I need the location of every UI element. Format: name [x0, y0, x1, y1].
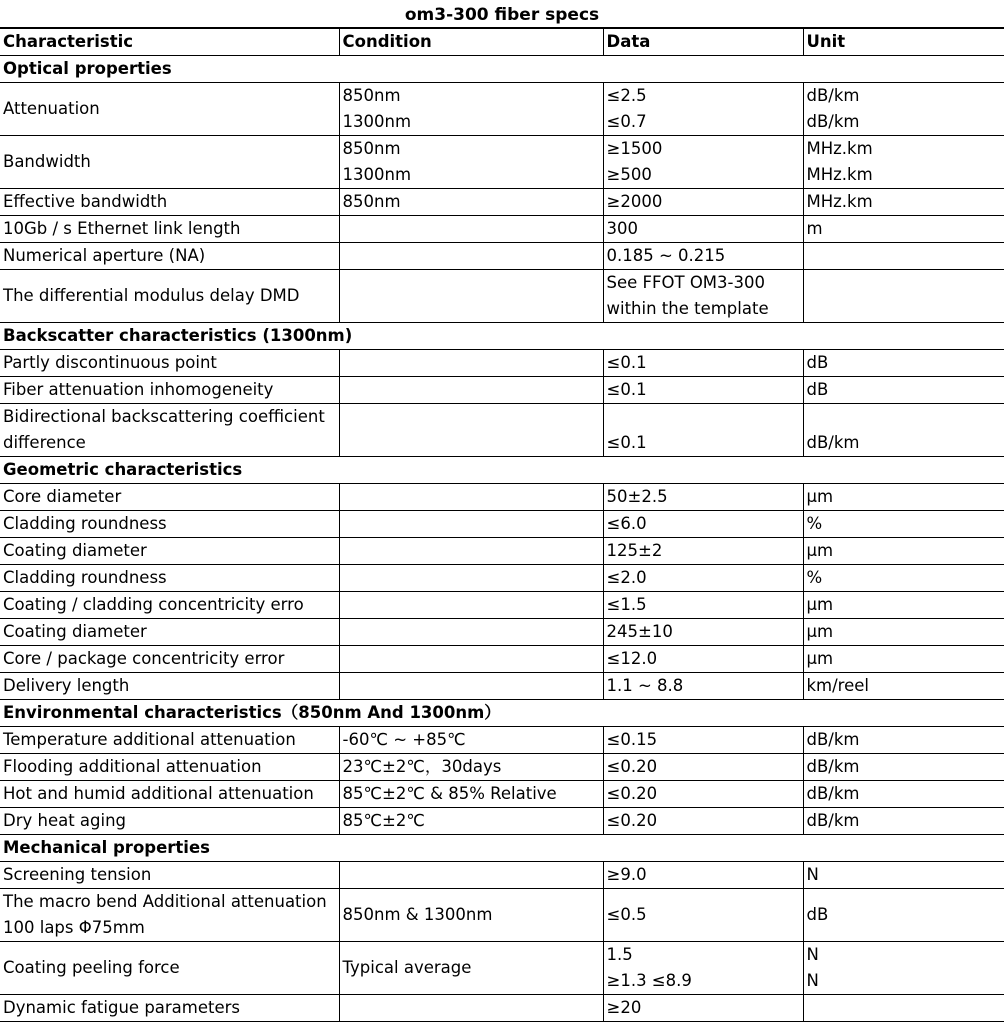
- table-row: [0, 216, 1004, 243]
- cell-unit: %: [803, 565, 1004, 592]
- table-row: [0, 995, 1004, 1022]
- header-condition: Condition: [339, 29, 603, 56]
- cell-unit: dB/km: [803, 727, 1004, 754]
- cell-data: 1.1 ~ 8.8: [603, 673, 803, 700]
- cell-condition: 850nm: [339, 189, 603, 216]
- cell-characteristic: The differential modulus delay DMD: [0, 270, 339, 323]
- cell-data: ≤0.20: [603, 808, 803, 835]
- cell-line: MHz.km: [807, 162, 1004, 188]
- cell-characteristic: Fiber attenuation inhomogeneity: [0, 377, 339, 404]
- cell-unit: [803, 995, 1004, 1022]
- table-row: [0, 727, 1004, 754]
- cell-unit: MHz.km: [803, 189, 1004, 216]
- cell-line: dB/km: [807, 83, 1004, 109]
- cell-data: ≥2000: [603, 189, 803, 216]
- table-row: [0, 243, 1004, 270]
- cell-unit: dB: [803, 377, 1004, 404]
- cell-condition: [339, 995, 603, 1022]
- cell-characteristic: Attenuation: [0, 83, 339, 136]
- cell-characteristic: Dynamic fatigue parameters: [0, 995, 339, 1022]
- cell-line: dB/km: [807, 109, 1004, 135]
- cell-unit: dB/km: [803, 404, 1004, 457]
- section-label: Optical properties: [0, 56, 1004, 83]
- cell-condition: [339, 216, 603, 243]
- cell-unit: dB/km: [803, 781, 1004, 808]
- cell-characteristic: Delivery length: [0, 673, 339, 700]
- cell-unit: dB/km: [803, 754, 1004, 781]
- table-row: [0, 781, 1004, 808]
- cell-data: ≥20: [603, 995, 803, 1022]
- cell-line: N: [807, 968, 1004, 994]
- cell-characteristic: Core / package concentricity error: [0, 646, 339, 673]
- table-row: [0, 511, 1004, 538]
- cell-line: ≥1.3 ≤8.9: [607, 968, 803, 994]
- section-label: Environmental characteristics（850nm And 1300nm）: [0, 700, 1004, 727]
- table-row: [0, 83, 1004, 136]
- cell-characteristic: Flooding additional attenuation: [0, 754, 339, 781]
- cell-line: See FFOT OM3-300: [607, 270, 803, 296]
- cell-data: ≤2.0: [603, 565, 803, 592]
- cell-unit: μm: [803, 484, 1004, 511]
- section-row: [0, 700, 1004, 727]
- cell-characteristic: Temperature additional attenuation: [0, 727, 339, 754]
- cell-unit: [803, 243, 1004, 270]
- cell-line: ≥500: [607, 162, 803, 188]
- cell-unit: N: [803, 862, 1004, 889]
- table-row: [0, 619, 1004, 646]
- section-row: [0, 835, 1004, 862]
- cell-data: 50±2.5: [603, 484, 803, 511]
- cell-characteristic: [0, 889, 339, 942]
- cell-line: N: [807, 942, 1004, 968]
- table-row: [0, 808, 1004, 835]
- cell-condition: [339, 83, 603, 136]
- table-row: [0, 565, 1004, 592]
- header-characteristic: Characteristic: [0, 29, 339, 56]
- table-row: [0, 889, 1004, 942]
- table-row: [0, 754, 1004, 781]
- cell-condition: -60℃ ~ +85℃: [339, 727, 603, 754]
- table-row: [0, 404, 1004, 457]
- section-label: Geometric characteristics: [0, 457, 1004, 484]
- cell-characteristic: Coating peeling force: [0, 942, 339, 995]
- cell-line: 1300nm: [343, 162, 603, 188]
- cell-unit: m: [803, 216, 1004, 243]
- table-row: [0, 646, 1004, 673]
- cell-condition: [339, 404, 603, 457]
- cell-characteristic: Screening tension: [0, 862, 339, 889]
- cell-data: ≤6.0: [603, 511, 803, 538]
- cell-unit: [803, 136, 1004, 189]
- cell-data: ≤0.5: [603, 889, 803, 942]
- cell-data: ≤1.5: [603, 592, 803, 619]
- cell-characteristic: Effective bandwidth: [0, 189, 339, 216]
- cell-data: 0.185 ~ 0.215: [603, 243, 803, 270]
- cell-data: ≤0.1: [603, 404, 803, 457]
- cell-line: 100 laps Φ75mm: [3, 915, 339, 941]
- table-row: [0, 538, 1004, 565]
- cell-condition: [339, 243, 603, 270]
- cell-line: within the template: [607, 296, 803, 322]
- cell-data: [603, 136, 803, 189]
- cell-line: difference: [3, 430, 339, 456]
- cell-characteristic: Hot and humid additional attenuation: [0, 781, 339, 808]
- cell-characteristic: Partly discontinuous point: [0, 350, 339, 377]
- cell-condition: [339, 592, 603, 619]
- cell-line: 850nm: [343, 136, 603, 162]
- table-row: [0, 350, 1004, 377]
- header-row: [0, 29, 1004, 56]
- cell-condition: [339, 538, 603, 565]
- table-row: [0, 484, 1004, 511]
- cell-line: 850nm: [343, 83, 603, 109]
- cell-condition: [339, 646, 603, 673]
- cell-data: ≤0.1: [603, 350, 803, 377]
- cell-line: 1.5: [607, 942, 803, 968]
- cell-characteristic: Core diameter: [0, 484, 339, 511]
- cell-characteristic: Coating diameter: [0, 619, 339, 646]
- cell-unit: %: [803, 511, 1004, 538]
- cell-condition: [339, 270, 603, 323]
- cell-characteristic: [0, 404, 339, 457]
- cell-data: 300: [603, 216, 803, 243]
- cell-unit: μm: [803, 619, 1004, 646]
- cell-unit: dB/km: [803, 808, 1004, 835]
- cell-condition: 850nm & 1300nm: [339, 889, 603, 942]
- cell-condition: 85℃±2℃ & 85% Relative: [339, 781, 603, 808]
- cell-unit: dB: [803, 350, 1004, 377]
- cell-condition: 85℃±2℃: [339, 808, 603, 835]
- cell-line: MHz.km: [807, 136, 1004, 162]
- cell-condition: [339, 136, 603, 189]
- header-unit: Unit: [803, 29, 1004, 56]
- cell-unit: dB: [803, 889, 1004, 942]
- cell-characteristic: Cladding roundness: [0, 565, 339, 592]
- section-label: Backscatter characteristics (1300nm): [0, 323, 1004, 350]
- table-row: [0, 189, 1004, 216]
- cell-data: [603, 83, 803, 136]
- cell-condition: Typical average: [339, 942, 603, 995]
- table-row: [0, 942, 1004, 995]
- cell-unit: [803, 270, 1004, 323]
- cell-condition: [339, 565, 603, 592]
- table-row: [0, 377, 1004, 404]
- cell-line: The macro bend Additional attenuation: [3, 889, 339, 915]
- cell-data: ≤0.20: [603, 781, 803, 808]
- cell-condition: [339, 484, 603, 511]
- cell-unit: μm: [803, 646, 1004, 673]
- cell-condition: [339, 377, 603, 404]
- table-row: [0, 673, 1004, 700]
- cell-data: ≤0.15: [603, 727, 803, 754]
- table-row: [0, 862, 1004, 889]
- cell-characteristic: Cladding roundness: [0, 511, 339, 538]
- cell-condition: [339, 673, 603, 700]
- cell-data: ≤12.0: [603, 646, 803, 673]
- cell-unit: μm: [803, 538, 1004, 565]
- cell-unit: [803, 942, 1004, 995]
- section-label: Mechanical properties: [0, 835, 1004, 862]
- cell-characteristic: Coating diameter: [0, 538, 339, 565]
- cell-characteristic: Dry heat aging: [0, 808, 339, 835]
- spec-table: [0, 28, 1004, 1022]
- cell-data: [603, 270, 803, 323]
- cell-data: [603, 942, 803, 995]
- cell-condition: [339, 350, 603, 377]
- section-row: [0, 323, 1004, 350]
- table-row: [0, 136, 1004, 189]
- section-row: [0, 457, 1004, 484]
- cell-data: ≥9.0: [603, 862, 803, 889]
- cell-condition: 23℃±2℃，30days: [339, 754, 603, 781]
- cell-unit: km/reel: [803, 673, 1004, 700]
- cell-data: 125±2: [603, 538, 803, 565]
- cell-line: ≥1500: [607, 136, 803, 162]
- table-row: [0, 592, 1004, 619]
- cell-unit: [803, 83, 1004, 136]
- cell-unit: μm: [803, 592, 1004, 619]
- cell-characteristic: Bandwidth: [0, 136, 339, 189]
- section-row: [0, 56, 1004, 83]
- cell-characteristic: Coating / cladding concentricity erro: [0, 592, 339, 619]
- cell-line: Bidirectional backscattering coefficient: [3, 404, 339, 430]
- cell-characteristic: Numerical aperture (NA): [0, 243, 339, 270]
- cell-condition: [339, 862, 603, 889]
- table-row: [0, 270, 1004, 323]
- cell-characteristic: 10Gb / s Ethernet link length: [0, 216, 339, 243]
- cell-condition: [339, 619, 603, 646]
- header-data: Data: [603, 29, 803, 56]
- cell-line: 1300nm: [343, 109, 603, 135]
- cell-data: ≤0.1: [603, 377, 803, 404]
- cell-data: ≤0.20: [603, 754, 803, 781]
- cell-line: ≤0.7: [607, 109, 803, 135]
- cell-line: ≤2.5: [607, 83, 803, 109]
- cell-condition: [339, 511, 603, 538]
- sheet-title: om3-300 fiber specs: [0, 0, 1004, 28]
- cell-data: 245±10: [603, 619, 803, 646]
